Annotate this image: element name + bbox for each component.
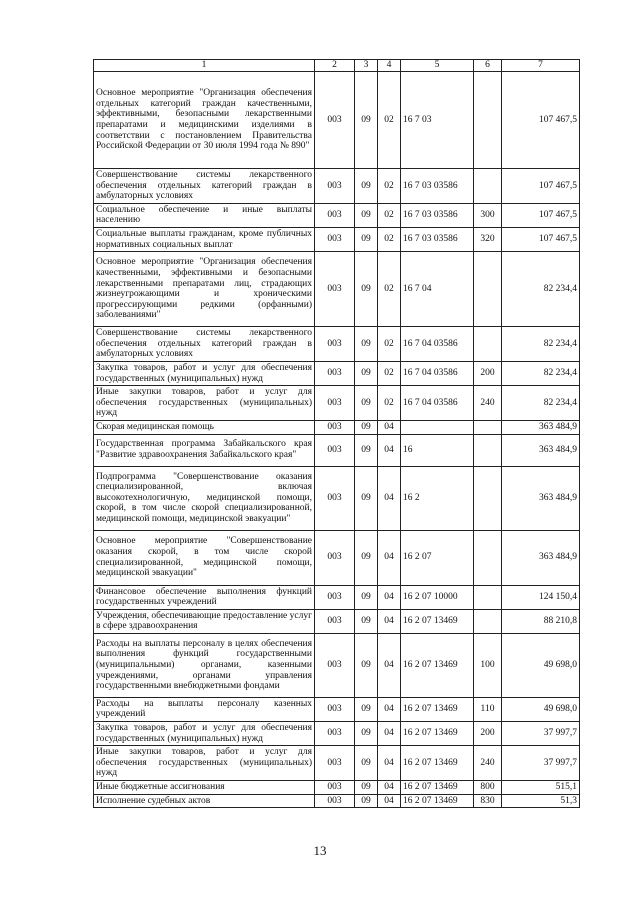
table-row bbox=[94, 633, 580, 697]
row-name: Расходы на выплаты персоналу в целях обеспечения выполнения функций государственными (муниципальными) органами, казенными учреждениями, органами управления государственными внебюджетными фондами bbox=[94, 633, 315, 697]
row-amount: 363 484,9 bbox=[502, 420, 580, 434]
row-target-article: 16 2 07 13469 bbox=[401, 781, 474, 795]
budget-table bbox=[93, 59, 580, 808]
row-code: 003 bbox=[315, 722, 355, 746]
row-expense-type bbox=[474, 252, 502, 327]
table-body bbox=[94, 72, 580, 808]
row-amount: 49 698,0 bbox=[502, 697, 580, 721]
row-name: Учреждения, обеспечивающие предоставление услуг в сфере здравоохранения bbox=[94, 609, 315, 633]
row-code: 003 bbox=[315, 746, 355, 781]
row-name: Закупка товаров, работ и услуг для обеспечения государственных (муниципальных) нужд bbox=[94, 361, 315, 385]
row-target-article: 16 7 03 03586 bbox=[401, 169, 474, 204]
table-row bbox=[94, 794, 580, 808]
row-section: 09 bbox=[355, 746, 378, 781]
row-amount: 515,1 bbox=[502, 781, 580, 795]
table-row bbox=[94, 72, 580, 169]
column-header: 2 bbox=[315, 60, 355, 72]
row-name: Финансовое обеспечение выполнения функций государственных учреждений bbox=[94, 585, 315, 609]
row-expense-type: 800 bbox=[474, 781, 502, 795]
row-target-article: 16 2 bbox=[401, 466, 474, 530]
row-name: Скорая медицинская помощь bbox=[94, 420, 315, 434]
row-expense-type: 320 bbox=[474, 227, 502, 251]
row-name: Закупка товаров, работ и услуг для обеспечения государственных (муниципальных) нужд bbox=[94, 722, 315, 746]
column-header: 6 bbox=[474, 60, 502, 72]
row-subsection: 02 bbox=[378, 227, 401, 251]
table-row bbox=[94, 203, 580, 227]
row-code: 003 bbox=[315, 420, 355, 434]
row-amount: 363 484,9 bbox=[502, 434, 580, 466]
table-row bbox=[94, 169, 580, 204]
table-row bbox=[94, 609, 580, 633]
row-target-article: 16 2 07 13469 bbox=[401, 609, 474, 633]
row-name: Социальные выплаты гражданам, кроме публичных нормативных социальных выплат bbox=[94, 227, 315, 251]
row-expense-type: 200 bbox=[474, 722, 502, 746]
row-amount: 82 234,4 bbox=[502, 386, 580, 421]
row-amount: 51,3 bbox=[502, 794, 580, 808]
row-amount: 107 467,5 bbox=[502, 227, 580, 251]
row-code: 003 bbox=[315, 72, 355, 169]
row-amount: 107 467,5 bbox=[502, 72, 580, 169]
row-subsection: 04 bbox=[378, 434, 401, 466]
row-section: 09 bbox=[355, 434, 378, 466]
row-section: 09 bbox=[355, 203, 378, 227]
row-expense-type bbox=[474, 169, 502, 204]
row-target-article: 16 7 04 bbox=[401, 252, 474, 327]
row-amount: 37 997,7 bbox=[502, 746, 580, 781]
row-subsection: 04 bbox=[378, 466, 401, 530]
row-code: 003 bbox=[315, 609, 355, 633]
row-code: 003 bbox=[315, 434, 355, 466]
row-target-article: 16 2 07 13469 bbox=[401, 794, 474, 808]
row-name: Основное мероприятие "Организация обеспечения отдельных категорий граждан качественными, эффективными, безопасными лекарственными препаратами и медицинскими изделиями в соответствии с постановлением Правительства Российской Федерации от 30 июля 1994 года № 890" bbox=[94, 72, 315, 169]
row-target-article: 16 7 03 bbox=[401, 72, 474, 169]
row-subsection: 02 bbox=[378, 72, 401, 169]
table-row bbox=[94, 746, 580, 781]
row-section: 09 bbox=[355, 327, 378, 362]
row-code: 003 bbox=[315, 794, 355, 808]
row-name: Исполнение судебных актов bbox=[94, 794, 315, 808]
row-subsection: 04 bbox=[378, 585, 401, 609]
row-code: 003 bbox=[315, 169, 355, 204]
row-section: 09 bbox=[355, 227, 378, 251]
table-row bbox=[94, 252, 580, 327]
row-amount: 363 484,9 bbox=[502, 530, 580, 585]
row-section: 09 bbox=[355, 722, 378, 746]
row-target-article: 16 2 07 10000 bbox=[401, 585, 474, 609]
table-row bbox=[94, 781, 580, 795]
row-name: Расходы на выплаты персоналу казенных учреждений bbox=[94, 697, 315, 721]
row-expense-type: 100 bbox=[474, 633, 502, 697]
row-amount: 49 698,0 bbox=[502, 633, 580, 697]
table-row bbox=[94, 530, 580, 585]
row-section: 09 bbox=[355, 530, 378, 585]
column-header: 1 bbox=[94, 60, 315, 72]
row-expense-type bbox=[474, 434, 502, 466]
row-name: Социальное обеспечение и иные выплаты населению bbox=[94, 203, 315, 227]
row-subsection: 02 bbox=[378, 327, 401, 362]
row-code: 003 bbox=[315, 697, 355, 721]
row-subsection: 04 bbox=[378, 746, 401, 781]
row-code: 003 bbox=[315, 585, 355, 609]
row-target-article: 16 7 04 03586 bbox=[401, 327, 474, 362]
row-code: 003 bbox=[315, 386, 355, 421]
row-expense-type bbox=[474, 420, 502, 434]
table-row bbox=[94, 327, 580, 362]
row-name: Иные бюджетные ассигнования bbox=[94, 781, 315, 795]
row-code: 003 bbox=[315, 530, 355, 585]
row-code: 003 bbox=[315, 633, 355, 697]
row-amount: 82 234,4 bbox=[502, 327, 580, 362]
table-row bbox=[94, 466, 580, 530]
row-target-article bbox=[401, 420, 474, 434]
row-expense-type bbox=[474, 585, 502, 609]
row-expense-type bbox=[474, 530, 502, 585]
row-section: 09 bbox=[355, 609, 378, 633]
row-section: 09 bbox=[355, 252, 378, 327]
row-target-article: 16 2 07 13469 bbox=[401, 633, 474, 697]
table-row bbox=[94, 722, 580, 746]
row-subsection: 04 bbox=[378, 794, 401, 808]
row-section: 09 bbox=[355, 420, 378, 434]
row-expense-type bbox=[474, 72, 502, 169]
column-header: 7 bbox=[502, 60, 580, 72]
row-subsection: 02 bbox=[378, 203, 401, 227]
row-target-article: 16 bbox=[401, 434, 474, 466]
row-expense-type: 240 bbox=[474, 746, 502, 781]
row-target-article: 16 2 07 13469 bbox=[401, 722, 474, 746]
row-code: 003 bbox=[315, 227, 355, 251]
row-expense-type: 110 bbox=[474, 697, 502, 721]
row-section: 09 bbox=[355, 386, 378, 421]
table-row bbox=[94, 585, 580, 609]
row-subsection: 02 bbox=[378, 386, 401, 421]
row-name: Совершенствование системы лекарственного обеспечения отдельных категорий граждан в амбулаторных условиях bbox=[94, 169, 315, 204]
row-expense-type: 830 bbox=[474, 794, 502, 808]
row-section: 09 bbox=[355, 633, 378, 697]
row-amount: 82 234,4 bbox=[502, 252, 580, 327]
row-expense-type: 300 bbox=[474, 203, 502, 227]
row-section: 09 bbox=[355, 781, 378, 795]
column-header: 5 bbox=[401, 60, 474, 72]
row-expense-type: 240 bbox=[474, 386, 502, 421]
row-subsection: 02 bbox=[378, 252, 401, 327]
column-header: 4 bbox=[378, 60, 401, 72]
row-section: 09 bbox=[355, 697, 378, 721]
row-target-article: 16 7 03 03586 bbox=[401, 227, 474, 251]
row-section: 09 bbox=[355, 794, 378, 808]
row-code: 003 bbox=[315, 466, 355, 530]
row-subsection: 04 bbox=[378, 722, 401, 746]
row-amount: 363 484,9 bbox=[502, 466, 580, 530]
row-amount: 82 234,4 bbox=[502, 361, 580, 385]
row-subsection: 04 bbox=[378, 609, 401, 633]
row-subsection: 02 bbox=[378, 169, 401, 204]
table-row bbox=[94, 361, 580, 385]
row-expense-type: 200 bbox=[474, 361, 502, 385]
row-subsection: 04 bbox=[378, 633, 401, 697]
row-subsection: 04 bbox=[378, 697, 401, 721]
row-code: 003 bbox=[315, 781, 355, 795]
header-row bbox=[94, 60, 580, 72]
page-number: 13 bbox=[313, 843, 327, 858]
row-code: 003 bbox=[315, 327, 355, 362]
row-subsection: 02 bbox=[378, 361, 401, 385]
row-code: 003 bbox=[315, 252, 355, 327]
row-amount: 107 467,5 bbox=[502, 203, 580, 227]
row-section: 09 bbox=[355, 466, 378, 530]
row-name: Иные закупки товаров, работ и услуг для обеспечения государственных (муниципальных) нужд bbox=[94, 386, 315, 421]
row-target-article: 16 2 07 bbox=[401, 530, 474, 585]
row-section: 09 bbox=[355, 585, 378, 609]
row-name: Государственная программа Забайкальского края "Развитие здравоохранения Забайкальского края" bbox=[94, 434, 315, 466]
row-target-article: 16 2 07 13469 bbox=[401, 746, 474, 781]
table-row bbox=[94, 227, 580, 251]
table-row bbox=[94, 420, 580, 434]
row-subsection: 04 bbox=[378, 781, 401, 795]
row-name: Основное мероприятие "Совершенствование оказания скорой, в том числе скорой специализированной, медицинской помощи, медицинской эвакуации" bbox=[94, 530, 315, 585]
row-section: 09 bbox=[355, 361, 378, 385]
row-code: 003 bbox=[315, 203, 355, 227]
row-target-article: 16 7 03 03586 bbox=[401, 203, 474, 227]
row-section: 09 bbox=[355, 169, 378, 204]
row-code: 003 bbox=[315, 361, 355, 385]
table-row bbox=[94, 697, 580, 721]
row-target-article: 16 2 07 13469 bbox=[401, 697, 474, 721]
row-section: 09 bbox=[355, 72, 378, 169]
column-header: 3 bbox=[355, 60, 378, 72]
row-expense-type bbox=[474, 327, 502, 362]
table-row bbox=[94, 434, 580, 466]
row-amount: 107 467,5 bbox=[502, 169, 580, 204]
row-subsection: 04 bbox=[378, 420, 401, 434]
row-amount: 124 150,4 bbox=[502, 585, 580, 609]
row-name: Основное мероприятие "Организация обеспечения качественными, эффективными и безопасными лекарственными препаратами лиц, страдающих жизнеугрожающими и хроническими прогрессирующими редкими (орфанными) заболеваниями" bbox=[94, 252, 315, 327]
row-name: Подпрограмма "Совершенствование оказания специализированной, включая высокотехнологичную, медицинской помощи, скорой, в том числе скорой специализированной, медицинской помощи, медицинской эвакуации" bbox=[94, 466, 315, 530]
row-subsection: 04 bbox=[378, 530, 401, 585]
row-target-article: 16 7 04 03586 bbox=[401, 386, 474, 421]
table-row bbox=[94, 386, 580, 421]
row-amount: 88 210,8 bbox=[502, 609, 580, 633]
row-expense-type bbox=[474, 609, 502, 633]
row-expense-type bbox=[474, 466, 502, 530]
row-name: Иные закупки товаров, работ и услуг для обеспечения государственных (муниципальных) нужд bbox=[94, 746, 315, 781]
row-target-article: 16 7 04 03586 bbox=[401, 361, 474, 385]
row-name: Совершенствование системы лекарственного обеспечения отдельных категорий граждан в амбулаторных условиях bbox=[94, 327, 315, 362]
row-amount: 37 997,7 bbox=[502, 722, 580, 746]
